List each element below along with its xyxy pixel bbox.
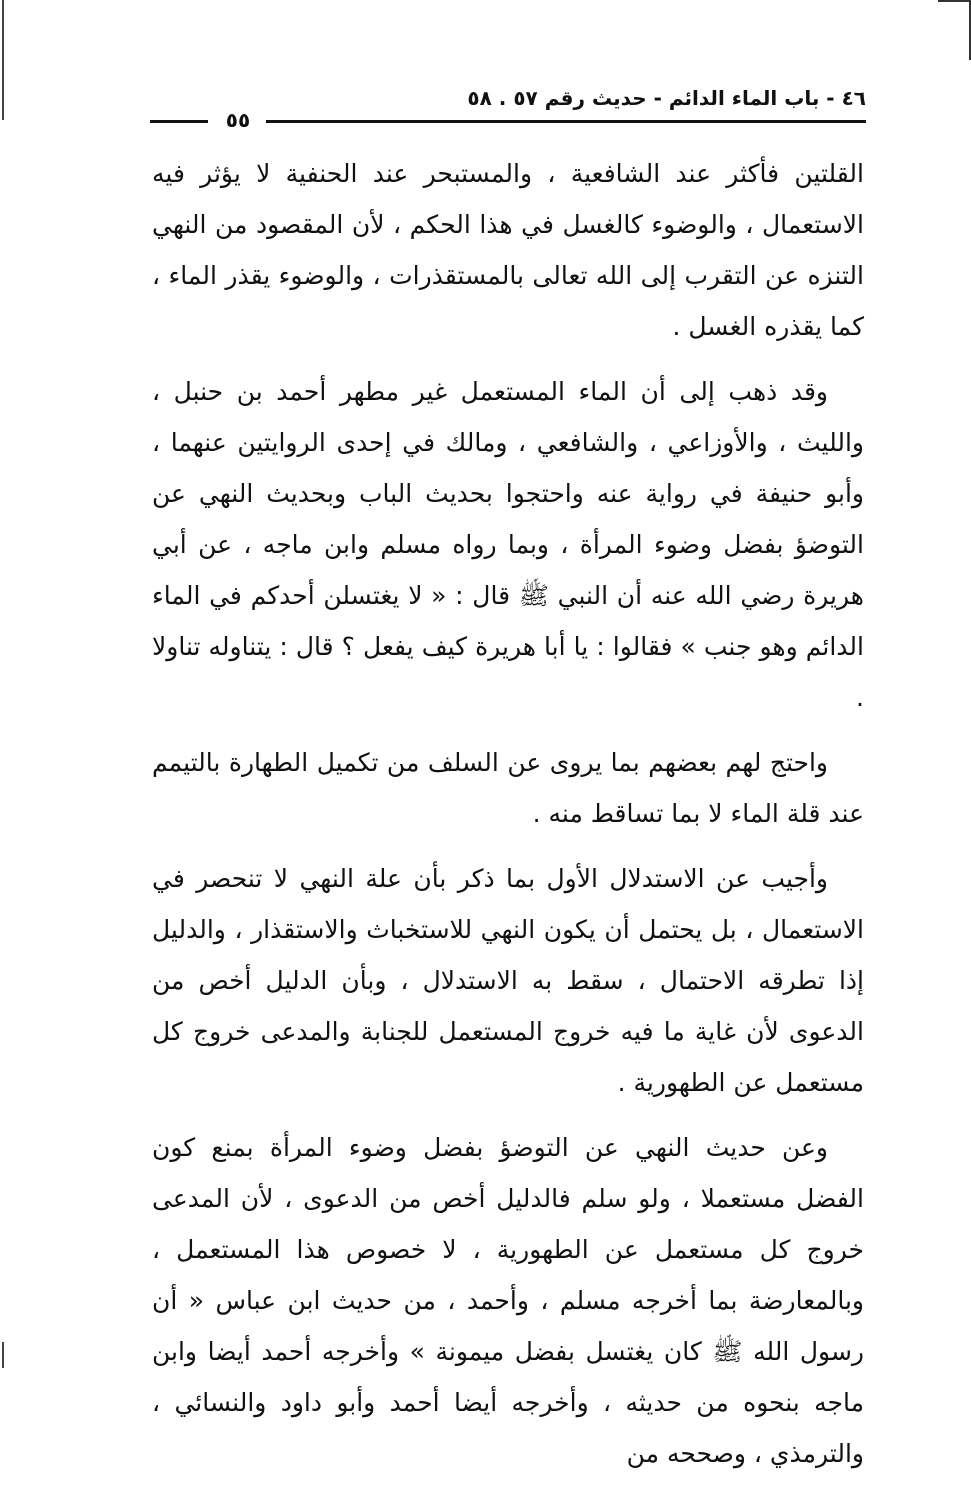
scan-border-left: [2, 0, 4, 120]
chapter-title: ٤٦ - باب الماء الدائم - حديث رقم ٥٧ . ٥٨: [467, 86, 866, 110]
paragraph: القلتين فأكثر عند الشافعية ، والمستبحر عند الحنفية لا يؤثر فيه الاستعمال ، والوضوء كالغسل في هذا الحكم ، لأن المقصود من النهي التنزه عن التقرب إلى الله تعالى بالمستقذرات ، والوضوء يقذر الماء ، كما يقذره الغسل .: [152, 159, 864, 341]
header-rule-right: [266, 120, 866, 123]
paragraph: وعن حديث النهي عن التوضؤ بفضل وضوء المرأة بمنع كون الفضل مستعملا ، ولو سلم فالدليل أخص من الدعوى ، لأن المدعى خروج كل مستعمل عن الطهورية ، لا خصوص هذا المستعمل ، وبالمعارضة بما أخرجه مسلم ، وأحمد ، من حديث ابن عباس « أن رسول الله ﷺ كان يغتسل بفضل ميمونة » وأخرجه أحمد أيضا وابن ماجه بنحوه من حديثه ، وأخرجه أيضا أحمد وأبو داود والنسائي ، والترمذي ، وصححه من: [152, 1133, 864, 1468]
paragraph: وأجيب عن الاستدلال الأول بما ذكر بأن علة النهي لا تنحصر في الاستعمال ، بل يحتمل أن يكون النهي للاستخباث والاستقذار ، والدليل إذا تطرقه الاحتمال ، سقط به الاستدلال ، وبأن الدليل أخص من الدعوى لأن غاية ما فيه خروج المستعمل للجنابة والمدعى خروج كل مستعمل عن الطهورية .: [152, 864, 864, 1097]
paragraph: وقد ذهب إلى أن الماء المستعمل غير مطهر أحمد بن حنبل ، والليث ، والأوزاعي ، والشافعي ، ومالك في إحدى الروايتين عنهما ، وأبو حنيفة في رواية عنه واحتجوا بحديث الباب وبحديث النهي عن التوضؤ بفضل وضوء المرأة ، وبما رواه مسلم وابن ماجه ، عن أبي هريرة رضي الله عنه أن النبي ﷺ قال : « لا يغتسلن أحدكم في الماء الدائم وهو جنب » فقالوا : يا أبا هريرة كيف يفعل ؟ قال : يتناوله تناولا .: [152, 377, 864, 712]
paragraph: واحتج لهم بعضهم بما يروى عن السلف من تكميل الطهارة بالتيمم عند قلة الماء لا بما تساقط منه .: [152, 748, 864, 828]
page-number: ٥٥: [225, 108, 251, 132]
body-text: [152, 148, 864, 1493]
running-header: [150, 84, 866, 130]
scan-border-left-bottom: [2, 1342, 4, 1368]
scan-border-top: [938, 0, 971, 2]
header-rule-left: [150, 120, 208, 123]
